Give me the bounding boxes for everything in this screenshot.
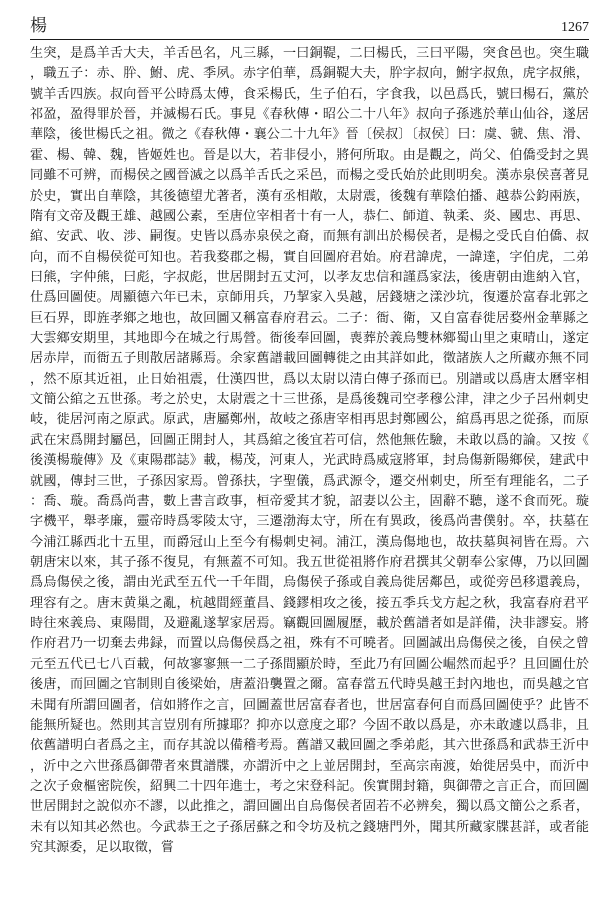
running-head-title: 楊 xyxy=(30,16,48,36)
header-rule xyxy=(30,39,589,40)
body-text xyxy=(30,44,589,858)
page-header xyxy=(30,0,589,39)
body-paragraph: 生突，是爲羊舌大夫，羊舌邑名，凡三縣，一曰銅鞮，二曰楊氏，三曰平陽，突食邑也。突生職，職五子：赤、肸、鮒、虎、季夙。赤字伯華，爲銅鞮大夫，肸字叔向，鮒字叔魚，虎字叔熊，號羊舌四族。叔向晉平公時爲太傅，食采楊氏，生子伯石，字食我，以邑爲氏，號曰楊石，黨於祁盈，盈得罪於晉，并滅楊石氏。事見《春秋傳・昭公二十八年》叔向子孫逃於華山仙谷，遂居華陰，後世楊氏之祖。微之《春秋傳・襄公二十九年》晉〔侯叔〕〔叔侯〕曰：虞、虢、焦、滑、霍、楊、韓、魏，皆姬姓也。晉是以大，若非侵小，將何所取。由是觀之，尚父、伯僑受封之異同雖不可辨，而楊侯之國晉滅之以爲羊舌氏之采邑，而楊之受氏始於此則明矣。漢赤泉侯喜著見於史，實出自華陰，其後德望尤著者，漢有丞相敞，太尉震，後魏有華陰伯播、越恭公鈞兩族，隋有文帝及觀王雄、越國公素，至唐位宰相者十有一人，恭仁、師道、執柔、炎、國忠、再思、綰、安武、收、涉、嗣復。史皆以爲赤泉侯之裔，而無有訓出於楊侯者，是楊之受氏自伯僑、叔向，而不自楊侯從可知也。若我婺郡之楊，實自回圖府君始。府君諱虎，一諱達，字伯虎，二弟曰熊，字仲熊，曰彪，字叔彪，世居開封五丈河，以孝友忠信和謹爲家法，後唐朝由進納入官，仕爲回圖使。周顯德六年已未，京師用兵，乃挈家入吳越，居錢塘之漾沙坑，復遷於富春北郭之巨石界，即旌孝鄉之地也，故回圖又稱富春府君云。二子：衙、衛，又自富春徙居婺州金華縣之大雲鄉安期里，其地即今在城之行馬營。衙後奉回圖，喪葬於義烏雙林鄉蜀山里之東晴山，遂定居赤岸，而衙五子則散居諸縣焉。余家舊譜載回圖轉徙之由其詳如此，徵諸族人之所藏亦無不同，然不原其近祖，止日始祖震，仕漢四世，爲以太尉以清白傳子孫而已。別譜或以爲唐太曆宰相文簡公綰之五世孫。考之於史，太尉震之十三世孫，是爲後魏司空孝穆公津，津之少子呂州刺史岐，徙居河南之原武。原武，唐屬鄭州，故岐之孫唐宰相再思封鄭國公，綰爲再思之從孫，而原武在宋爲開封屬邑，回圖正開封人，其爲綰之後宜若可信，然他無佐驗，未敢以爲的論。又按《後漢楊璇傳》及《東陽郡誌》載，楊茂，河東人，光武時爲威寇將軍，封烏傷新陽鄉侯，建武中就國，傳封三世，子孫因家焉。曾孫扶，字聖儀，爲武源令，遷交州刺史，所至有理能名，二子：喬、璇。喬爲尚書，數上書言政事，桓帝愛其才貌，詔妻以公主，固辭不聽，遂不食而死。璇字機平，舉孝廉，靈帝時爲零陵太守，三遷渤海太守，所在有異政，後爲尚書僕射。卒，扶墓在今浦江縣西北十五里，而爵冠山上至今有楊刺史祠。浦江，漢烏傷地也，故扶墓與祠皆在焉。六朝唐宋以來，其子孫不復見，有無蓋不可知。我五世從祖將作府君撰其父朝奉公家傳，乃以回圖爲烏傷侯之後，謂由光武至五代一千年間，烏傷侯子孫或自義烏徙居鄰邑，或從旁邑移還義烏，理容有之。唐末黄巢之亂，杭越間經董昌、錢鏐相攻之後，接五季兵戈方起之秋，我富春府君平時往來義烏、東陽間，及避亂遂挈家居焉。竊觀回圖履歷，載於舊譜者如是詳備，決非謬妄。將作府君乃一切棄去弗録，而置以烏傷侯爲之祖，殊有不可曉者。回圖誠出烏傷侯之後，自侯之曾元至五代已七八百載，何故寥寥無一二子孫間顯於時，至此乃有回圖公崛然而起乎？且回圖仕於後唐，而回圖之官制則自後梁始，唐蓋沿襲置之爾。富春當五代時吳越王封內地也，而吳越之官未聞有所謂回圖者，信如將作之言，回圖蓋世居富春者也，世居富春何自而爲回圖使乎？此皆不能無所疑也。然則其言豈別有所據耶？抑亦以意度之耶？今固不敢以爲是，亦未敢遽以爲非，且依舊譜明白者爲之主，而存其說以備稽考焉。舊譜又載回圖之季弟彪，其六世孫爲和武恭王沂中，沂中之六世孫爲御帶者來貫譜牒，亦謂沂中之上並居開封，至高宗南渡，始徙居吳中，而沂中之次子僉樞密院俟，紹興二十四年進士，考之宋登科記。俟實開封籍，與御帶之言正合，而回圖世居開封之說似亦不謬，以此推之，謂回圖出自烏傷侯者固若不必辨矣，獨以爲文簡公之系者，未有以知其必然也。今武恭王之子孫居蘇之和令坊及杭之錢塘門外，聞其所藏家牒甚詳，或者能究其源委，足以取徵，嘗 xyxy=(30,46,589,856)
page-number: 1267 xyxy=(561,20,589,35)
